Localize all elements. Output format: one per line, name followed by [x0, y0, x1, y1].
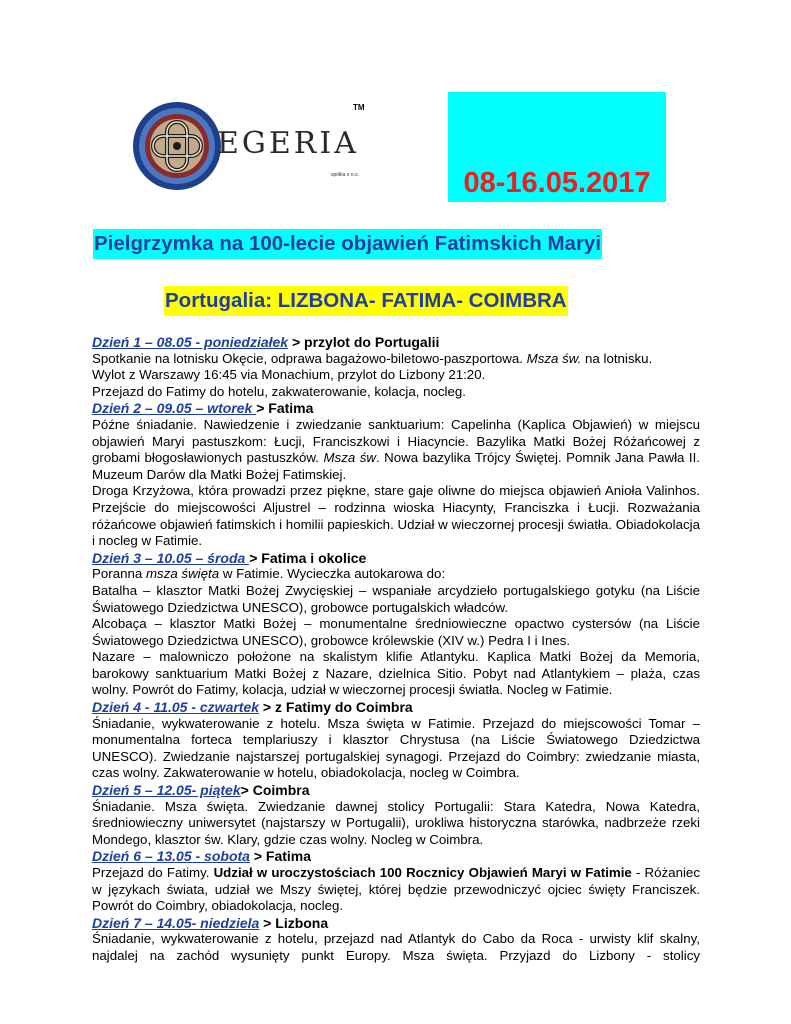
day-2-separator: > — [256, 400, 269, 417]
day-2-paragraph-2: Droga Krzyżowa, która prowadzi przez piękne, stare gaje oliwne do miejsca objawień Anioła Valinhos. Przejście do miejscowości Aljustrel – rodzinna wioska Hiacynty, Franciszka i Łucji. Rozważania różańcowe objawień fatimskich i homilii papieskich. Udział w wieczornej procesji światła. Obiadokolacja i nocleg w Fatimie. — [92, 483, 700, 549]
date-box — [448, 92, 666, 202]
celtic-knot-icon — [131, 100, 223, 192]
day-7-link[interactable]: Dzień 7 – 14.05- niedziela — [92, 914, 260, 931]
day-3-heading — [92, 550, 700, 567]
itinerary-subtitle: Portugalia: LIZBONA- FATIMA- COIMBRA — [164, 286, 568, 316]
day-6-link[interactable]: Dzień 6 – 13.05 - sobota — [92, 848, 250, 865]
day-7-separator: > — [259, 914, 276, 931]
day-1-line-2: Wylot z Warszawy 16:45 via Monachium, przylot do Lizbony 21:20. — [92, 367, 486, 383]
day-4-separator: > — [259, 699, 276, 716]
day-3-separator: > — [249, 549, 262, 566]
day-3-link[interactable]: Dzień 3 – 10.05 – środa — [92, 549, 250, 566]
day-3-paragraph-4: Nazare – malowniczo położone na skalistym klifie Atlantyku. Kaplica Matki Bożej da Memoria, barokowy sanktuarium Matki Bożej z Nazare, dzielnica Sitio. Pobyt nad Atlantykiem – plaża, czas wolny. Powrót do Fatimy, kolacja, udział w wieczornej procesji światła. Nocleg w Fatimie. — [92, 649, 700, 698]
day-2-heading — [92, 400, 700, 417]
day-3-paragraph-3: Alcobaça – klasztor Matki Bożej – monumentalne średniowieczne opactwo cystersów (na Liście Światowego Dziedzictwa UNESCO), grobowce królewskie (XIV w.) Pedra I i Ines. — [92, 616, 700, 648]
day-7-destination: Lizbona — [275, 914, 329, 931]
day-7-heading — [92, 915, 700, 932]
day-4-link[interactable]: Dzień 4 - 11.05 - czwartek — [92, 699, 260, 716]
day-6-heading — [92, 848, 700, 865]
logo-wordmark: EGERIA — [217, 126, 359, 161]
day-1-heading — [92, 334, 700, 351]
egeria-logo — [131, 100, 371, 192]
day-2-destination: Fatima — [268, 400, 314, 417]
day-6-separator: > — [249, 848, 266, 865]
day-5-destination: Coimbra — [252, 782, 310, 799]
day-5-link[interactable]: Dzień 5 – 12.05- piątek — [92, 782, 241, 799]
day-3-destination: Fatima i okolice — [261, 549, 367, 566]
day-2-paragraph-1: Późne śniadanie. Nawiedzenie i zwiedzanie sanktuarium: Capelinha (Kaplica Objawień) w miejscu objawień Maryi pastuszkom: Łucji, Franciszkowi i Hiacyncie. Bazylika Matki Bożej Różańcowej z grobami błogosławionych pastuszków. Msza św. Nowa bazylika Trójcy Świętej. Pomnik Jana Pawła II. Muzeum Darów dla Matki Bożej Fatimskiej. — [92, 416, 700, 482]
day-1-link[interactable]: Dzień 1 – 08.05 - poniedziałek — [92, 334, 289, 350]
day-3-paragraph-2: Batalha – klasztor Matki Bożej Zwycięskiej – wspaniałe arcydzieło portugalskiego gotyku (na Liście Światowego Dziedzictwa UNESCO), grobowce portugalskich władców. — [92, 582, 700, 615]
day-1-destination: przylot do Portugalii — [304, 334, 440, 350]
logo-subtext: spółka z o.o. — [331, 172, 360, 178]
day-4-paragraph-1: Śniadanie, wykwaterowanie z hotelu. Msza święta w Fatimie. Przejazd do miejscowości Tomar – monumentalna forteca templariuszy i klasztor Chrystusa (na Liście Światowego Dziedzictwa UNESCO). Zwiedzanie najstarszej portugalskiej synagogi. Przejazd do Coimbry: zwiedzanie miasta, czas wolny. Zakwaterowanie w hotelu, obiadokolacja, nocleg w Coimbra. — [92, 715, 700, 781]
day-3-paragraph-1: Poranna msza święta w Fatimie. Wycieczka autokarowa do: — [92, 566, 446, 582]
day-5-paragraph-1: Śniadanie. Msza święta. Zwiedzanie dawnej stolicy Portugalii: Stara Katedra, Nowa Katedra, średniowieczny uniwersytet (najstarszy w Portugalii), urokliwa historyczna starówka, nadbrzeże rzeki Mondego, klasztor św. Klary, gdzie czas wolny. Nocleg w Coimbra. — [92, 798, 700, 847]
day-4-destination: z Fatimy do Coimbra — [275, 699, 413, 716]
day-5-separator: > — [240, 782, 253, 799]
pilgrimage-title: Pielgrzymka na 100-lecie objawień Fatimskich Maryi — [93, 229, 602, 259]
day-6-paragraph-1: Przejazd do Fatimy. Udział w uroczystościach 100 Rocznicy Objawień Maryi w Fatimie - Różaniec w językach świata, udział we Mszy świętej, której będzie przewodniczyć ojciec święty Franciszek. Powrót do Coimbry, obiadokolacja, nocleg. — [92, 865, 700, 914]
day-6-destination: Fatima — [265, 848, 312, 865]
day-7-paragraph-1: Śniadanie, wykwaterowanie z hotelu, przejazd nad Atlantyk do Cabo da Roca - urwisty klif skalny, najdalej na zachód wysunięty punkt Europy. Msza święta. Przyjazd do Lizbony - stolicy — [92, 931, 700, 963]
day-1-separator: > — [288, 334, 305, 350]
day-5-heading — [92, 782, 700, 799]
trademark-mark: TM — [353, 103, 365, 112]
trip-dates: 08-16.05.2017 — [463, 167, 651, 199]
itinerary-body — [92, 334, 700, 981]
day-4-heading — [92, 699, 700, 716]
day-2-link[interactable]: Dzień 2 – 09.05 – wtorek — [92, 400, 257, 417]
day-1-line-3: Przejazd do Fatimy do hotelu, zakwaterowanie, kolacja, nocleg. — [92, 383, 466, 399]
day-1-line-1: Spotkanie na lotnisku Okęcie, odprawa bagażowo-biletowo-paszportowa. Msza św. na lotnisku. — [92, 350, 653, 366]
